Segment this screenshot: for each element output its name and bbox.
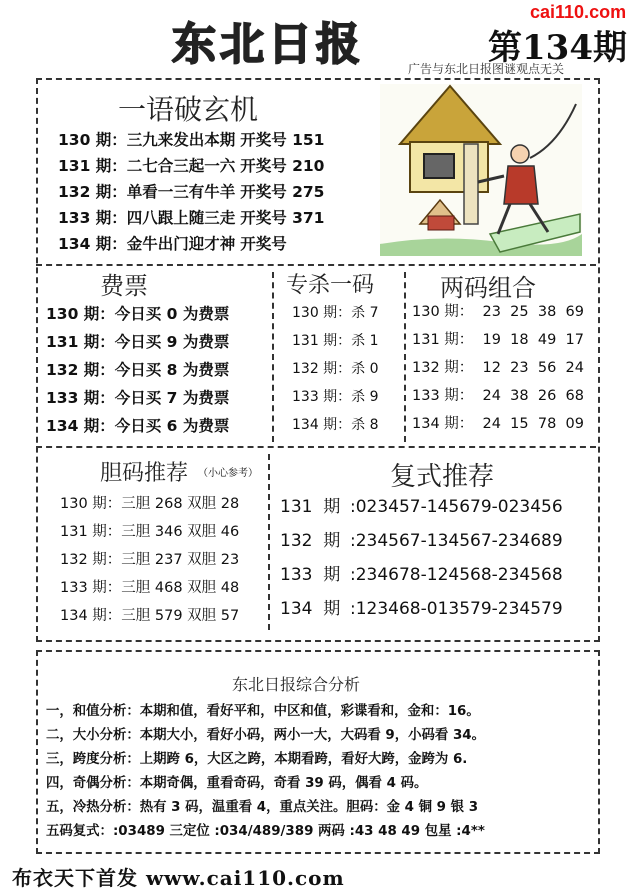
free-ticket-line: 130 期：今日买 0 为费票 [46, 305, 230, 323]
disclaimer: 广告与东北日报图谜观点无关 [408, 62, 565, 76]
riddle-line [58, 232, 324, 258]
riddle-line [58, 128, 324, 154]
issue-number: 第134期 [488, 28, 627, 68]
kill-one-line: 131 期：杀 1 [292, 333, 379, 349]
free-ticket-list [46, 302, 229, 442]
analysis-line: 三，跨度分析：上期跨 6，大区之跨，本期看跨，看好大跨，金跨为 6. [46, 752, 468, 767]
free-ticket-line: 132 期：今日买 8 为费票 [46, 361, 230, 379]
kill-one-line: 132 期：杀 0 [292, 361, 379, 377]
divider-line [404, 272, 406, 442]
free-ticket-line: 131 期：今日买 9 为费票 [46, 333, 230, 351]
site-logo: cai110.com [530, 2, 627, 22]
period-label: 133 期 [280, 565, 341, 585]
masthead-title: 东北日报 [172, 19, 364, 70]
dan-code-line: 130 期：三胆 268 双胆 28 [60, 496, 240, 512]
period-label: 131 期 [280, 497, 341, 517]
two-code-line: 131 期： 19 18 49 17 [412, 332, 584, 348]
compound-title: 复式推荐 [390, 462, 495, 492]
compound-value: :023457-145679-023456 [350, 497, 563, 517]
period-label: 130 期： [58, 131, 127, 149]
compound-line [280, 492, 563, 526]
dan-code-line: 132 期：三胆 237 双胆 23 [60, 552, 240, 568]
free-ticket-line: 133 期：今日买 7 为费票 [46, 389, 230, 407]
analysis-list [46, 700, 485, 844]
riddle-line [58, 206, 324, 232]
analysis-line: 四，奇偶分析：本期奇偶，重看奇码，奇看 39 码，偶看 4 码。 [46, 776, 428, 791]
compound-line [280, 526, 563, 560]
draw-result: 开奖号 [240, 235, 287, 253]
dan-code-list [60, 492, 239, 632]
free-ticket-title: 费票 [100, 272, 148, 300]
draw-result: 开奖号 371 [240, 209, 325, 227]
cartoon-illustration [380, 84, 582, 256]
period-label: 132 期 [280, 531, 341, 551]
period-label: 134 期： [58, 235, 127, 253]
divider-line [272, 272, 274, 442]
analysis-title: 东北日报综合分析 [232, 675, 361, 694]
kill-one-line: 130 期：杀 7 [292, 305, 379, 321]
compound-value: :234567-134567-234689 [350, 531, 563, 551]
riddle-text: 三九来发出本期 [126, 131, 236, 149]
dan-code-title: 胆码推荐 [100, 461, 189, 486]
riddle-line [58, 180, 324, 206]
compound-line [280, 594, 563, 628]
draw-result: 开奖号 210 [240, 157, 325, 175]
analysis-line: 五，冷热分析：热有 3 码，温重看 4，重点关注。胆码：金 4 铜 9 银 3 [46, 800, 479, 815]
kill-one-list [292, 302, 379, 442]
two-code-line: 133 期： 24 38 26 68 [412, 388, 584, 404]
analysis-line: 二，大小分析：本期大小，看好小码，两小一大，大码看 9，小码看 34。 [46, 728, 485, 743]
riddle-text: 二七合三起一六 [126, 157, 236, 175]
dan-code-line: 134 期：三胆 579 双胆 57 [60, 608, 240, 624]
draw-result: 开奖号 151 [240, 131, 325, 149]
compound-value: :123468-013579-234579 [350, 599, 563, 619]
riddle-text: 四八跟上随三走 [126, 209, 236, 227]
dan-code-note: （小心参考） [198, 468, 258, 479]
riddle-list [58, 128, 324, 258]
riddle-title: 一语破玄机 [118, 93, 259, 126]
kill-one-line: 134 期：杀 8 [292, 417, 379, 433]
compound-line [280, 560, 563, 594]
kill-one-title: 专杀一码 [286, 273, 375, 298]
period-label: 132 期： [58, 183, 127, 201]
divider-line [36, 446, 596, 448]
two-code-line: 134 期： 24 15 78 09 [412, 416, 584, 432]
divider-line [268, 454, 270, 630]
riddle-text: 单看一三有牛羊 [126, 183, 236, 201]
riddle-text: 金牛出门迎才神 [126, 235, 236, 253]
period-label: 131 期： [58, 157, 127, 175]
two-code-line: 132 期： 12 23 56 24 [412, 360, 584, 376]
period-label: 133 期： [58, 209, 127, 227]
two-code-title: 两码组合 [440, 274, 536, 302]
two-code-list [412, 300, 584, 440]
compound-value: :234678-124568-234568 [350, 565, 563, 585]
draw-result: 开奖号 275 [240, 183, 325, 201]
dan-code-line: 131 期：三胆 346 双胆 46 [60, 524, 240, 540]
kill-one-line: 133 期：杀 9 [292, 389, 379, 405]
compound-list [280, 492, 563, 628]
riddle-line [58, 154, 324, 180]
free-ticket-line: 134 期：今日买 6 为费票 [46, 417, 230, 435]
two-code-line: 130 期： 23 25 38 69 [412, 304, 584, 320]
analysis-line: 五码复式：:03489 三定位 :034/489/389 两码 :43 48 49 包星 :4** [46, 824, 485, 839]
dan-code-line: 133 期：三胆 468 双胆 48 [60, 580, 240, 596]
footer-text: 布衣天下首发 www.cai110.com [12, 866, 345, 890]
period-label: 134 期 [280, 599, 341, 619]
analysis-line: 一，和值分析：本期和值，看好平和，中区和值，彩谍看和，金和：16。 [46, 704, 480, 719]
